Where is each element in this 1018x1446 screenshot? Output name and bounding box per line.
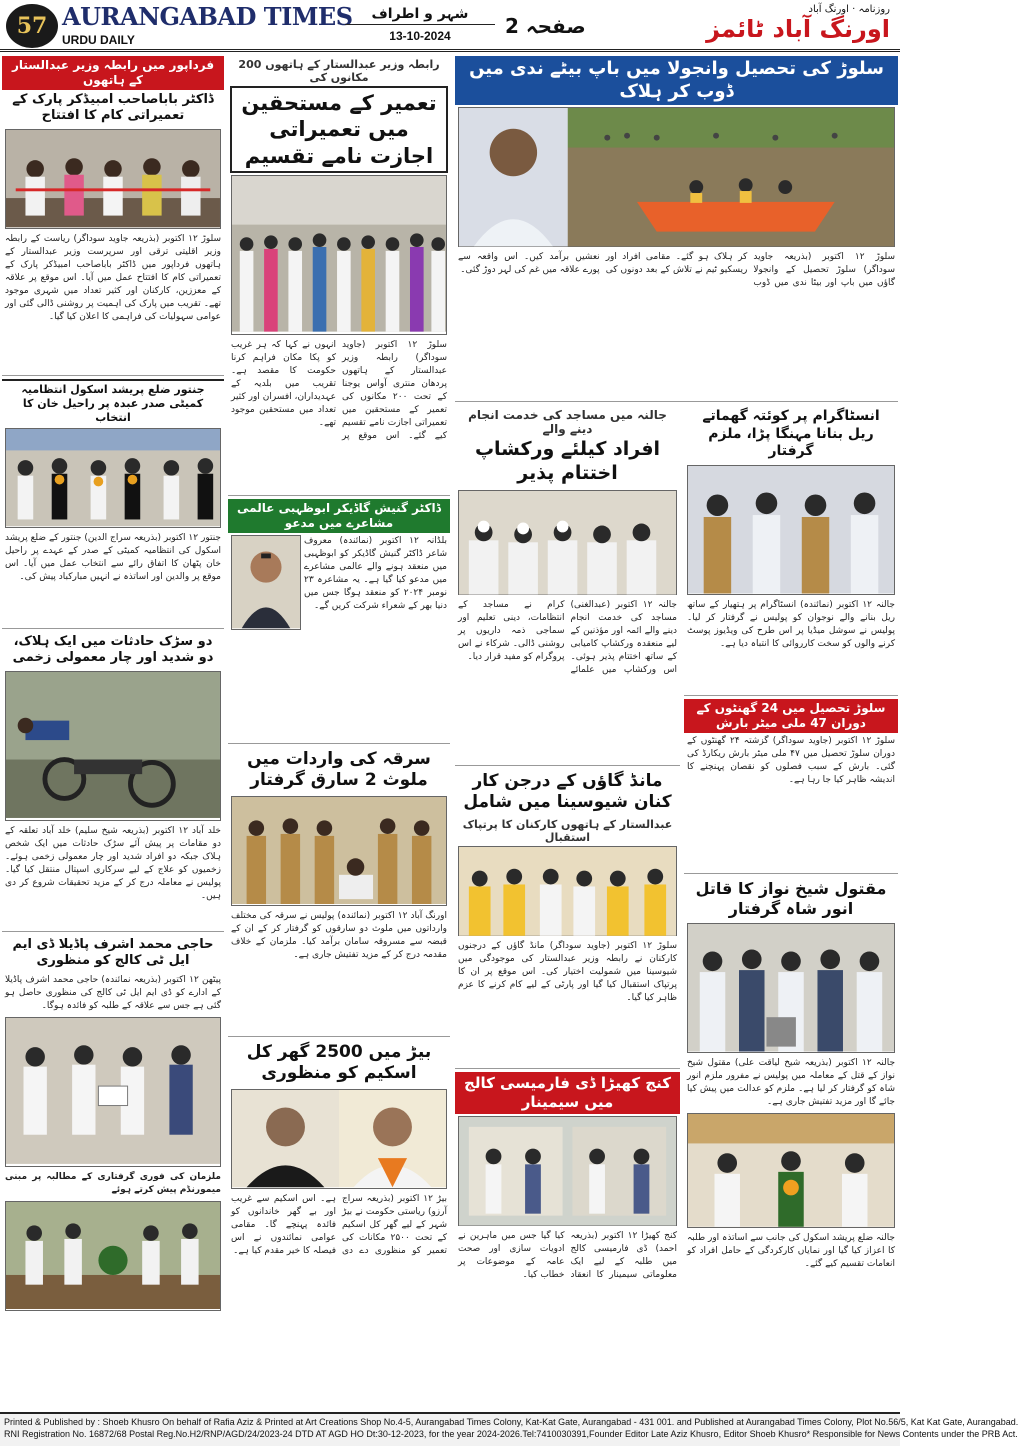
felicitation-photo: [5, 428, 221, 528]
story-headline: دو سڑک حادثات میں ایک ہلاک، دو شدید اور چار معمولی زخمی: [12, 634, 214, 666]
tree-plantation-image: [6, 1202, 220, 1309]
seminar-photo: [458, 1116, 677, 1226]
felicitation-image: [6, 429, 220, 526]
urdu-prefix: روزنامہ: [858, 4, 890, 15]
ribbon-cutting-photo: [5, 129, 221, 229]
story-headline: انسٹاگرام پر کوئتہ گھماتے ریل بنانا مہنگا پڑا، ملزم گرفتار: [702, 408, 880, 459]
story-kicker: فرداپور میں رابطہ وزیر عبدالستار کے ہاتھوں: [2, 56, 224, 90]
story-body: سلوڑ ۱۲ اکتوبر (جاوید سوداگر) گزشتہ ۲۴ گھنٹوں کے دوران سلوڑ تحصیل میں ۴۷ ملی میٹر بارش ریکارڈ کی گئی۔ بارش کے سبب فصلوں کو نقصان پہنچنے کا اندیشہ ظاہر کیا جا رہا ہے۔: [687, 736, 896, 786]
story-body: جالنہ ۱۲ اکتوبر (نمائندہ) انسٹاگرام پر ہتھیار کے ساتھ ریل بنانے والے نوجوان کو پولیس نے گرفتار کر لیا۔ پولیس نے سوشل میڈیا پر اس طرح کی ویڈیوز پوسٹ کرنے والوں کو سخت کارروائی کا انتباہ دیا ہے۔: [687, 599, 895, 649]
memorandum-image: [6, 1018, 220, 1164]
accident-photo: [5, 671, 221, 821]
story-body-bottom: جالنہ ضلع پریشد اسکول کی جانب سے اساتذہ اور طلبہ کا اعزاز کیا گیا اور نمایاں کارکردگی کے حامل افراد کو انعامات تقسیم کیے گئے۔: [687, 1233, 895, 1270]
story-headline: ڈاکٹر باباصاحب امبیڈکر پارک کے تعمیراتی کام کا افتتاح: [12, 92, 214, 124]
story-instagram-reel: [684, 406, 898, 696]
tree-plantation-photo: [5, 1201, 221, 1311]
story-kicker: رابطہ وزیر عبدالستار کے ہاتھوں 200 مکانوں کی: [238, 58, 440, 84]
story-headline: سلوڑ تحصیل میں 24 گھنٹوں کے دوران 47 ملی میٹر بارش: [684, 699, 898, 733]
story-pharmacy-seminar: [455, 1072, 680, 1402]
story-body: بلڈانہ ۱۲ اکتوبر (نمائندہ) معروف شاعر ڈاکٹر گنیش گاڈیکر کو ابوظہبی میں منعقد ہونے والے عالمی مشاعرے میں مدعو کیا گیا ہے۔ یہ مشاعرہ ۲۳ نومبر ۲۰۲۴ کو منعقد ہوگا جس میں دنیا بھر کے شعراء شرکت کریں گے۔: [304, 536, 447, 612]
leaders-portraits-image: [232, 1090, 446, 1187]
story-headline: کنج کھیڑا ڈی فارمیسی کالج میں سیمینار: [455, 1072, 680, 1114]
english-title: AURANGABAD TIMES: [62, 2, 353, 31]
story-headline: سرقہ کی واردات میں ملوث 2 سارق گرفتار: [247, 749, 431, 791]
rescue-boat-image: [459, 108, 894, 246]
gadekar-portrait: [231, 535, 301, 630]
anniversary-logo: 57: [6, 4, 58, 48]
story-body: سلوڑ ۱۲ اکتوبر (جاوید سوداگر) مانڈ گاؤں کے درجنوں کارکنان نے رابطہ وزیر عبدالستار کی موجودگی میں شیوسینا میں شمولیت اختیار کی۔ اس موقع پر ان کا پرتپاک استقبال کیا گیا اور پارٹی کے لیے کام کرنے کا عزم ظاہر کیا گیا۔: [458, 940, 677, 1003]
story-headline: ڈاکٹر گنیش گاڈیکر ابوظہبی عالمی مشاعرے میں مدعو: [228, 499, 450, 533]
housing-crowd-photo: [231, 175, 447, 335]
story-school-committee: [2, 379, 224, 629]
story-headline: مانڈ گاؤں کے درجن کار کنان شیوسینا میں شامل: [463, 771, 672, 813]
housing-crowd-image: [232, 176, 446, 332]
seminar-image: [459, 1117, 676, 1226]
story-housing-permits: [228, 56, 450, 496]
english-subtitle: URDU DAILY: [62, 33, 135, 47]
story-body: پیٹھن ۱۲ اکتوبر (بذریعہ نمائندہ) حاجی محمد اشرف پاڈیلا کے ادارے کو ڈی ایم ایل ٹی کالج کی منظوری حاصل ہو گئی ہے جس سے علاقہ کے طلبہ کو فائدہ ہوگا۔: [5, 974, 221, 1011]
story-body: جنتور ۱۲ اکتوبر (بذریعہ سراج الدین) جنتور کے ضلع پریشد اسکول کی انتظامیہ کمیٹی کے صدر کے عہدے پر راحیل خان پٹھان کا اتفاق رائے سے انتخاب عمل میں آیا۔ اس موقع پر والدین اور اساتذہ نے انہیں مبارکباد پیش کی۔: [5, 533, 221, 583]
story-rainfall: [684, 699, 898, 874]
ribbon-cutting-image: [6, 130, 220, 227]
story-headline: حاجی محمد اشرف پاڈیلا ڈی ایم ایل ٹی کالج کو منظوری: [12, 937, 214, 969]
workshop-photo: [458, 490, 677, 595]
urdu-title-block: روزنامہ · اورنگ آباد اورنگ آباد ٹائمز: [706, 4, 890, 43]
rescue-boat-photo: [458, 107, 895, 247]
story-headline: تعمیر کے مستحقین میں تعمیراتی اجازت نامے تقسیم: [230, 86, 448, 173]
story-body: خلد آباد ۱۲ اکتوبر (بذریعہ شیخ سلیم) خلد آباد تعلقہ کے دو مقامات پر پیش آئے سڑک حادثات میں ایک شخص ہلاک جبکہ دو افراد شدید اور چار معمولی زخمی ہوئے۔ زخمیوں کو علاج کے لیے سرکاری اسپتال منتقل کیا گیا۔ پولیس نے معاملہ درج کر کے مزید تحقیقات شروع کر دی ہیں۔: [5, 825, 221, 901]
accident-image: [6, 672, 220, 818]
issue-date: 13-10-2024: [389, 29, 451, 43]
arrest-image: [688, 466, 894, 594]
story-murder-arrest: [684, 877, 898, 1402]
story-body: جالنہ ۱۲ اکتوبر (بذریعہ شیخ لیاقت علی) مقتول شیخ نواز کے قتل کے معاملہ میں پولیس نے مفرور ملزم انور شاہ کو گرفتار کر لیا ہے۔ ملزم کو عدالت میں پیش کیا جائے گا اور مزید تفتیش جاری ہے۔: [687, 1058, 896, 1108]
school-award-photo: [687, 1113, 895, 1228]
workshop-image: [459, 491, 676, 595]
story-dmlt-college: [2, 935, 224, 1411]
story-body: سلوڑ ۱۲ اکتوبر (بذریعہ جاوید سوداگر) سلوڑ تحصیل کے وانجولا گاؤں میں باپ اور بیٹا ندی میں ڈوب کر ہلاک ہو گئے۔ مقامی افراد اور ریسکیو ٹیم نے تلاش کے بعد دونوں کی نعشیں برآمد کیں۔ اس واقعہ سے پورے علاقہ میں غم کی لہر دوڑ گئی۔: [458, 252, 895, 289]
police-team-image: [232, 797, 446, 904]
shivsena-photo: [458, 846, 677, 936]
shivsena-image: [459, 847, 676, 936]
story-ambedkar-park: [2, 56, 224, 376]
arrest-photo: [687, 465, 895, 595]
photo-caption: ملزمان کی فوری گرفتاری کے مطالبہ پر مبنی میمورنڈم پیش کرتے ہوئے: [5, 1171, 221, 1195]
police-arrest-photo: [687, 923, 895, 1053]
column-2: [228, 56, 450, 1410]
story-theft-arrest: [228, 747, 450, 1037]
imprint-footer: [0, 1412, 1018, 1446]
story-body: سلوڑ ۱۲ اکتوبر (بذریعہ جاوید سوداگر) ریاست کے رابطہ وزیر اقلیتی ترقی اور سرپرست وزیر عبدالستار کے ہاتھوں فرداپور میں ڈاکٹر باباصاحب امبیڈکر پارک کے تعمیراتی کام کا افتتاح عمل میں آیا۔ اس موقع پر علاقہ کے معززین، کارکنان اور کثیر تعداد میں شہری موجود تھے۔ تقریب میں پارک کی اہمیت پر روشنی ڈالی گئی اور عوامی سہولیات کی فراہمی کا اعلان کیا گیا۔: [5, 233, 221, 322]
urdu-title: اورنگ آباد ٹائمز: [706, 15, 890, 43]
story-headline: افراد کیلئے ورکشاپ اختتام پذیر: [474, 438, 661, 484]
english-title-block: [62, 2, 353, 47]
school-award-image: [688, 1114, 894, 1227]
story-kicker: جالنہ میں مساجد کی خدمت انجام دینے والے: [468, 408, 667, 436]
page-number: صفحہ 2: [505, 14, 586, 38]
story-body: بیڑ ۱۲ اکتوبر (بذریعہ سراج آرزو) ریاستی حکومت نے بیڑ شہر کے لیے گھر کل اسکیم کے تحت ۲۵۰۰ مکانات کی تعمیر کو منظوری دے دی ہے۔ اس اسکیم سے غریب اور بے گھر خاندانوں کو فائدہ پہنچے گا۔ مقامی عوامی نمائندوں نے اس فیصلہ کا خیر مقدم کیا ہے۔: [231, 1193, 448, 1256]
imprint-line-1: Printed & Published by : Shoeb Khusro On behalf of Rafia Aziz & Printed at Art Creations Shop No.4-5, Aurangabad Times Colony, Kat-Kat Gate, Aurangabad - 431 001. and Published at Aurangabad Times Colony, Plot No.56/5, Kat Kat Gate, Aurangabad.: [4, 1417, 1018, 1427]
story-headline: مقتول شیخ نواز کا قاتل انور شاہ گرفتار: [695, 879, 887, 918]
story-subhead: عبدالستار کے ہاتھوں کارکنان کا پرتپاک استقبال: [462, 817, 673, 844]
story-jalna-workshop: [455, 406, 680, 766]
story-beed-housing: [228, 1040, 450, 1410]
top-right-banner: [455, 56, 898, 406]
imprint-line-2: RNI Registration No. 16872/68 Postal Reg.No.H2/RNP/AGD/24/2023-24 DTD AT AGD HO Dt:30-12-2023, for the year 2024-2026.Tel:7410030391,Founder Editor Late Aziz Khusro, Editor Shoeb Khusro* Responsible for News Contents under the PRB Act.: [4, 1429, 1018, 1440]
story-gadekar-mushaira: [228, 499, 450, 744]
column-4: [684, 406, 898, 1410]
section-date-block: [345, 6, 495, 43]
story-headline: جنتور ضلع پریشد اسکول انتظامیہ کمیٹی صدر عبدہ پر راحیل خان کا انتخاب: [2, 379, 224, 426]
urdu-city: اورنگ آباد: [808, 4, 849, 15]
police-arrest-image: [688, 924, 894, 1052]
story-drowning: [455, 56, 898, 402]
story-headline: بیڑ میں 2500 گھر کل اسکیم کو منظوری: [246, 1042, 432, 1084]
story-body: جالنہ ۱۲ اکتوبر (عبدالغنی) مساجد کی خدمت انجام دینے والے ائمہ اور مؤذنین کے لیے منعقدہ ورکشاپ کامیابی کے ساتھ اختتام پذیر ہوئی۔ اس ورکشاپ میں علمائے کرام نے مساجد کے انتظامات، دینی تعلیم اور سماجی ذمہ داریوں پر روشنی ڈالی۔ شرکاء نے اس پروگرام کو مفید قرار دیا۔: [458, 599, 677, 675]
story-shivsena-joining: [455, 769, 680, 1069]
story-road-accidents: [2, 632, 224, 932]
column-1: [2, 56, 224, 1410]
story-body: کنج کھیڑا ۱۲ اکتوبر (بذریعہ احمد) ڈی فارمیسی کالج میں طلبہ کے لیے ایک معلوماتی سیمینار کا انعقاد کیا گیا جس میں ماہرین نے ادویات سازی اور صحت عامہ کے موضوعات پر خطاب کیا۔: [458, 1230, 677, 1280]
story-body: اورنگ آباد ۱۲ اکتوبر (نمائندہ) پولیس نے سرقہ کی مختلف وارداتوں میں ملوث دو سارقوں کو گرفتار کر کے ان کے قبضہ سے مسروقہ سامان برآمد کیا۔ ملزمان کے خلاف مقدمہ درج کر کے مزید تفتیش جاری ہے۔: [231, 910, 448, 960]
gadekar-portrait-image: [232, 536, 300, 628]
police-team-photo: [231, 796, 447, 906]
story-body: سلوڑ ۱۲ اکتوبر (جاوید سوداگر) رابطہ وزیر عبدالستار کے ہاتھوں پردھان منتری آواس یوجنا کے تحت ۲۰۰ مکانوں کی تعمیر کے مستحقین میں تعمیراتی اجازت نامے تقسیم کیے گئے۔ اس موقع پر انہوں نے کہا کہ ہر غریب کو پکا مکان فراہم کرنا حکومت کا مقصد ہے۔ تقریب میں بلدیہ کے عہدیداران، افسران اور کثیر تعداد میں مستحقین موجود تھے۔: [231, 339, 447, 442]
memorandum-photo: [5, 1017, 221, 1167]
section-label: شہر و اطراف: [345, 6, 495, 25]
leaders-portraits-photo: [231, 1089, 447, 1189]
masthead: [0, 0, 900, 52]
story-headline: سلوڑ کی تحصیل وانجولا میں باپ بیٹے ندی میں ڈوب کر ہلاک: [455, 56, 898, 105]
